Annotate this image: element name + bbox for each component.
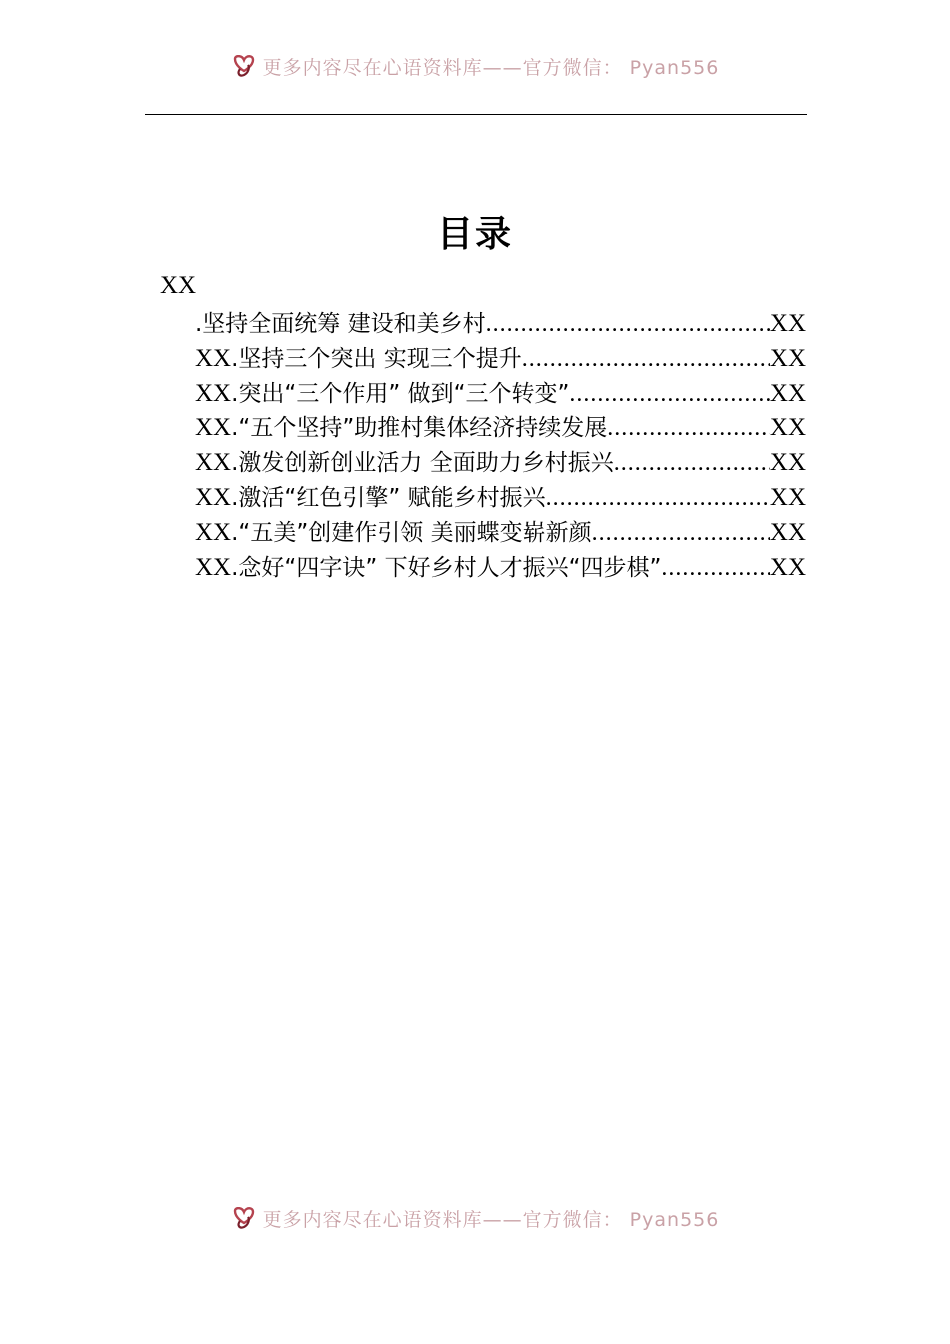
toc-entry-page: XX — [769, 310, 806, 337]
dot-leader — [661, 555, 769, 582]
toc-entry-title: .突出“三个作用” 做到“三个转变” — [231, 380, 570, 407]
toc-entry-title: .“五个坚持”助推村集体经济持续发展 — [231, 415, 608, 442]
heart-leaf-logo-icon — [231, 1207, 257, 1231]
toc-entry-number: XX — [195, 344, 232, 372]
toc-entry-number: XX — [195, 379, 232, 407]
page-title: 目录 — [436, 213, 513, 255]
toc-entry[interactable] — [195, 514, 806, 549]
heart-leaf-logo-icon — [231, 55, 257, 79]
dot-leader — [569, 381, 769, 408]
toc-entry-title: .激活“红色引擎” 赋能乡村振兴 — [231, 484, 546, 511]
toc-entry-page: XX — [769, 414, 806, 442]
toc-entry-title: .激发创新创业活力 全面助力乡村振兴 — [231, 450, 614, 477]
toc-entry-title: .“五美”创建作引领 美丽蝶变崭新颜 — [231, 519, 592, 546]
header-rule — [145, 114, 807, 115]
toc-entry-page: XX — [769, 518, 806, 546]
toc-entry[interactable] — [195, 305, 806, 340]
dot-leader — [607, 415, 770, 442]
toc-entry-number: XX — [195, 518, 232, 546]
toc-entry[interactable] — [195, 479, 806, 514]
dot-leader — [522, 346, 770, 373]
toc-entry-page: XX — [769, 483, 806, 511]
toc-entry[interactable] — [195, 444, 806, 479]
toc-entry-title: .坚持三个突出 实现三个提升 — [231, 345, 522, 372]
toc-entry[interactable] — [195, 340, 806, 375]
toc-entry-page: XX — [769, 344, 806, 372]
toc-top-label: XX — [160, 272, 197, 299]
toc-entry-number: XX — [195, 414, 232, 442]
toc-entry-title: .坚持全面统筹 建设和美乡村 — [195, 311, 486, 337]
dot-leader — [546, 485, 770, 512]
toc-entry-number: XX — [195, 553, 232, 581]
toc-list — [195, 305, 806, 583]
toc-entry-title: .念好“四字诀” 下好乡村人才振兴“四步棋” — [231, 554, 662, 581]
toc-entry[interactable] — [195, 549, 806, 584]
dot-leader — [486, 311, 770, 338]
footer-watermark — [0, 1207, 950, 1241]
toc-entry-page: XX — [769, 553, 806, 581]
header-watermark — [0, 55, 950, 89]
toc-entry-number: XX — [195, 449, 232, 477]
dot-leader — [614, 450, 770, 477]
toc-entry-number: XX — [195, 483, 232, 511]
watermark-text: 更多内容尽在心语资料库——官方微信： Pyan556 — [262, 1208, 720, 1231]
toc-entry-page: XX — [769, 379, 806, 407]
dot-leader — [592, 520, 770, 547]
toc-entry-page: XX — [769, 449, 806, 477]
watermark-text: 更多内容尽在心语资料库——官方微信： Pyan556 — [262, 56, 720, 79]
toc-entry[interactable] — [195, 409, 806, 444]
toc-entry[interactable] — [195, 375, 806, 410]
